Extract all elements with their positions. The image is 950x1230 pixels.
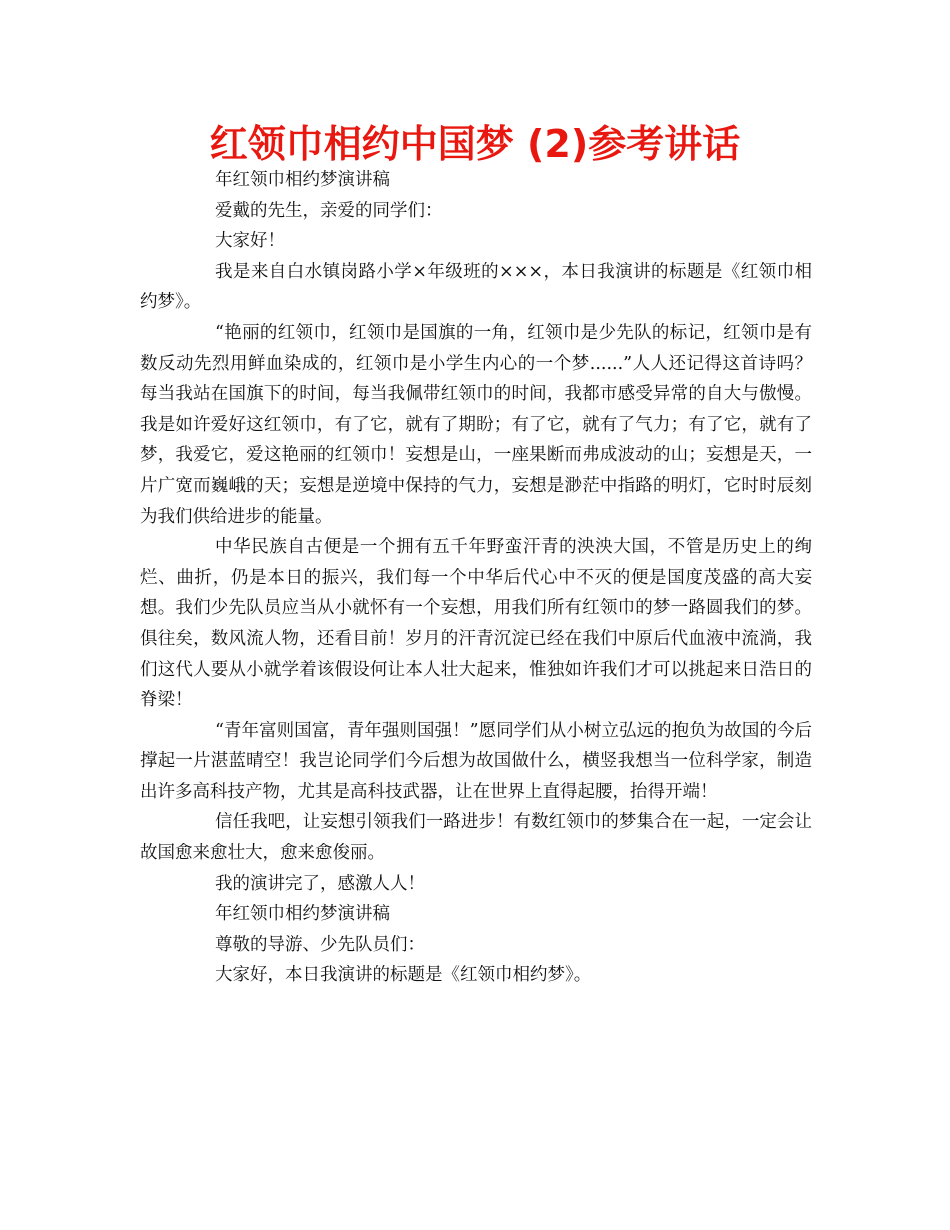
paragraph: “艳丽的红领巾，红领巾是国旗的一角，红领巾是少先队的标记，红领巾是有数反动先烈用鲜血染成的，红领巾是小学生内心的一个梦......”人人还记得这首诗吗？每当我站在国旗下的时间，每当我佩带红领巾的时间，我都市感受异常的自大与傲慢。我是如许爱好这红领巾，有了它，就有了期盼；有了它，就有了气力；有了它，就有了梦，我爱它，爱这艳丽的红领巾！妄想是山，一座果断而弗成波动的山；妄想是天，一片广宽而巍峨的天；妄想是逆境中保持的气力，妄想是渺茫中指路的明灯，它时时辰刻为我们供给进步的能量。: [140, 322, 812, 527]
document-body: [140, 165, 812, 991]
paragraph: 大家好，本日我演讲的标题是《红领巾相约梦》。: [215, 965, 592, 986]
paragraph: 信任我吧，让妄想引领我们一路进步！有数红领巾的梦集合在一起，一定会让故国愈来愈壮大，愈来愈俊丽。: [140, 812, 812, 864]
paragraph: “青年富则国富，青年强则国强！”愿同学们从小树立弘远的抱负为故国的今后撑起一片湛蓝晴空！我岂论同学们今后想为故国做什么，横竖我想当一位科学家，制造出许多高科技产物，尤其是高科技武器，让在世界上直得起腰，抬得开端！: [140, 720, 812, 802]
paragraph: 我的演讲完了，感激人人！: [215, 873, 425, 894]
paragraph: 我是来自白水镇岗路小学×年级班的×××，本日我演讲的标题是《红领巾相约梦》。: [140, 261, 812, 313]
paragraph: 爱戴的先生，亲爱的同学们：: [215, 200, 443, 221]
paragraph: 中华民族自古便是一个拥有五千年野蛮汗青的泱泱大国，不管是历史上的绚烂、曲折，仍是本日的振兴，我们每一个中华后代心中不灭的便是国度茂盛的高大妄想。我们少先队员应当从小就怀有一个妄想，用我们所有红领巾的梦一路圆我们的梦。俱往矣，数风流人物，还看目前！岁月的汗青沉淀已经在我们中原后代血液中流淌，我们这代人要从小就学着该假设何让本人壮大起来，惟独如许我们才可以挑起来日浩日的脊梁！: [140, 537, 812, 711]
paragraph: 尊敬的导游、少先队员们：: [215, 934, 425, 955]
paragraph: 年红领巾相约梦演讲稿: [215, 170, 390, 190]
paragraph: 大家好！: [215, 231, 285, 252]
document-title: 红领巾相约中国梦 (2)参考讲话: [209, 122, 741, 166]
paragraph: 年红领巾相约梦演讲稿: [215, 904, 390, 925]
